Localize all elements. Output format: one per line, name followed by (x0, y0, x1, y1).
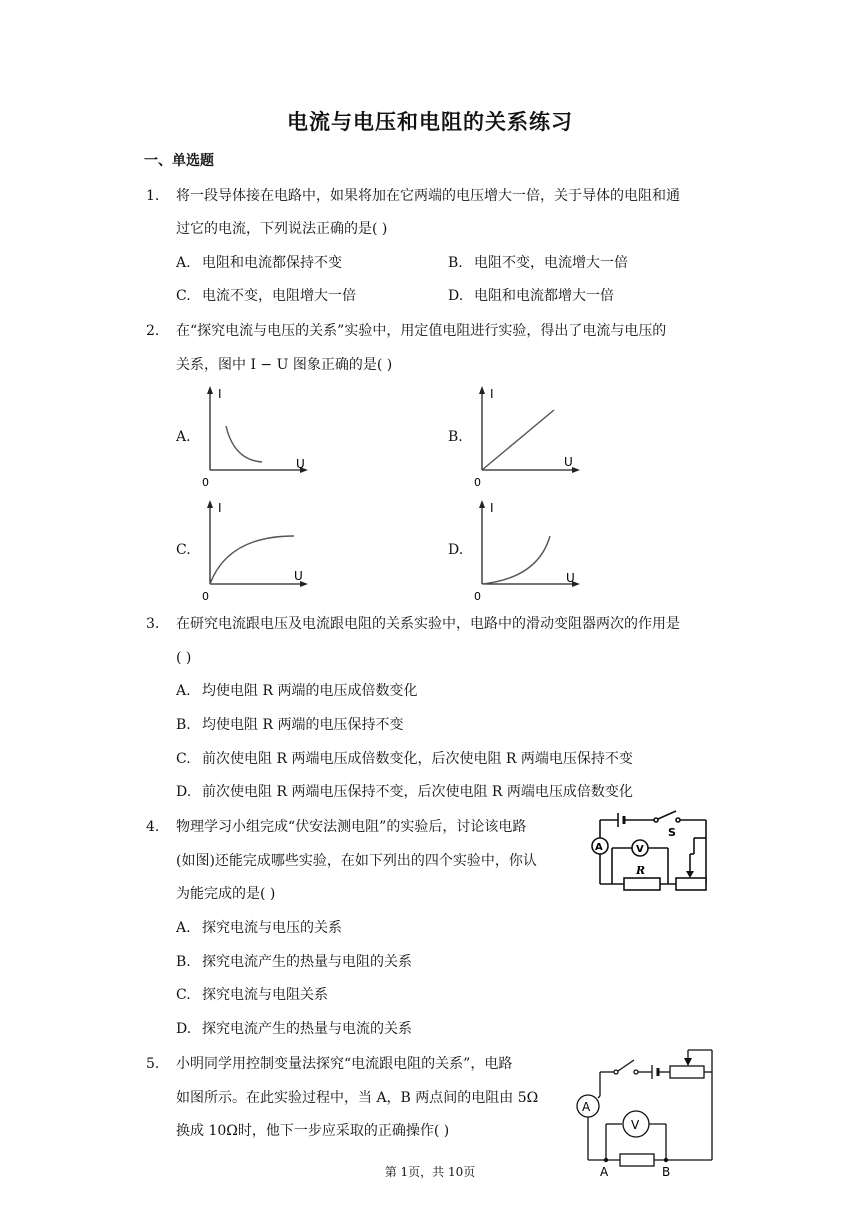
option-c[interactable]: C. 电流不变，电阻增大一倍 (176, 288, 356, 304)
question-text: 小明同学用控制变量法探究“电流跟电阻的关系”，电路 (176, 1056, 513, 1072)
origin-label: 0 (474, 590, 481, 603)
option-a[interactable]: A. 探究电流与电压的关系 (176, 920, 342, 936)
circuit-diagram-q4 (584, 808, 716, 898)
option-b[interactable]: B. 探究电流产生的热量与电阻的关系 (176, 954, 412, 970)
option-c[interactable]: C. (176, 542, 191, 558)
question-text: 为能完成的是( ) (176, 886, 276, 902)
section-heading: 一、单选题 (144, 153, 214, 169)
question-number: 2. (146, 323, 160, 339)
question-number: 1. (146, 188, 160, 204)
axis-label-u: U (566, 571, 575, 585)
page-footer: 第 1页，共 10页 (384, 1165, 476, 1179)
voltmeter-label: V (631, 1118, 640, 1132)
origin-label: 0 (202, 476, 209, 489)
question-text: 关系，图中 I − U 图象正确的是( ) (176, 357, 393, 373)
resistor-label: R (636, 864, 646, 877)
question-number: 5. (146, 1056, 160, 1072)
option-a[interactable]: A. 电阻和电流都保持不变 (176, 255, 342, 271)
axis-label-u: U (564, 455, 573, 469)
graph-a (196, 384, 316, 494)
option-a[interactable]: A. 均使电阻 R 两端的电压成倍数变化 (176, 683, 418, 699)
question-text: (如图)还能完成哪些实验，在如下列出的四个实验中，你认 (176, 853, 537, 869)
axis-label-i: I (490, 501, 494, 515)
circuit-diagram-q5 (570, 1046, 720, 1180)
origin-label: 0 (202, 590, 209, 603)
graph-b (470, 384, 590, 494)
option-b[interactable]: B. 均使电阻 R 两端的电压保持不变 (176, 717, 404, 733)
voltmeter-label: V (636, 844, 644, 855)
question-text: 在“探究电流与电压的关系”实验中，用定值电阻进行实验，得出了电流与电压的 (176, 323, 667, 339)
option-c[interactable]: C. 探究电流与电阻关系 (176, 987, 328, 1003)
question-text: 如图所示。在此实验过程中，当 A，B 两点间的电阻由 5Ω (176, 1090, 539, 1106)
ammeter-label: A (595, 842, 603, 853)
origin-label: 0 (474, 476, 481, 489)
option-d[interactable]: D. 前次使电阻 R 两端电压保持不变，后次使电阻 R 两端电压成倍数变化 (176, 784, 633, 800)
point-b-label: B (662, 1165, 671, 1179)
axis-label-i: I (218, 387, 222, 401)
graph-c (196, 496, 316, 606)
graph-d (470, 496, 590, 606)
question-text: 换成 10Ω时，他下一步应采取的正确操作( ) (176, 1123, 450, 1139)
option-b[interactable]: B. 电阻不变，电流增大一倍 (448, 255, 628, 271)
question-number: 3. (146, 616, 160, 632)
question-text: 过它的电流，下列说法正确的是( ) (176, 221, 388, 237)
question-text: 在研究电流跟电压及电流跟电阻的关系实验中，电路中的滑动变阻器两次的作用是 (176, 616, 680, 632)
axis-label-u: U (296, 457, 305, 471)
switch-label: S (668, 826, 676, 839)
question-text: 将一段导体接在电路中，如果将加在它两端的电压增大一倍，关于导体的电阻和通 (176, 188, 680, 204)
question-text: 物理学习小组完成“伏安法测电阻”的实验后，讨论该电路 (176, 819, 527, 835)
option-c[interactable]: C. 前次使电阻 R 两端电压成倍数变化，后次使电阻 R 两端电压保持不变 (176, 751, 633, 767)
option-b[interactable]: B. (448, 429, 463, 445)
axis-label-u: U (294, 569, 303, 583)
option-d[interactable]: D. 电阻和电流都增大一倍 (448, 288, 614, 304)
point-a-label: A (600, 1165, 609, 1179)
ammeter-label: A (582, 1100, 591, 1114)
axis-label-i: I (490, 387, 494, 401)
question-text: ( ) (176, 650, 192, 666)
option-d[interactable]: D. (448, 542, 464, 558)
option-d[interactable]: D. 探究电流产生的热量与电流的关系 (176, 1021, 412, 1037)
option-a[interactable]: A. (176, 429, 191, 445)
question-number: 4. (146, 819, 160, 835)
page-title: 电流与电压和电阻的关系练习 (287, 110, 573, 134)
axis-label-i: I (218, 501, 222, 515)
